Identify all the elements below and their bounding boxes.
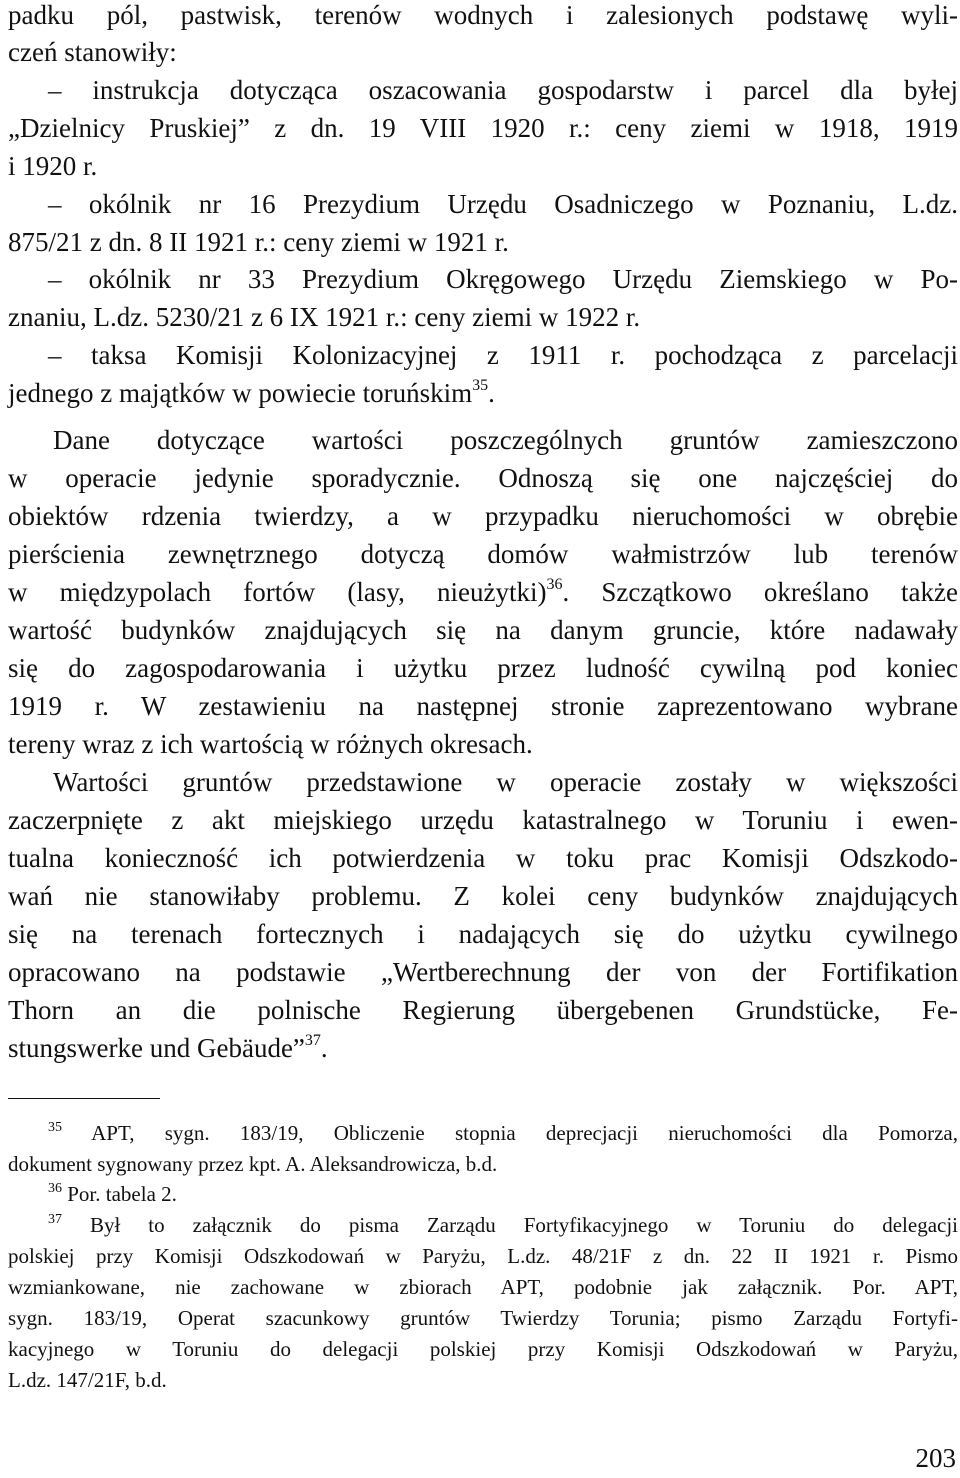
text-line: pierścienia zewnętrznego dotyczą domów wałmistrzów lub terenów [8,539,958,569]
page-number: 203 [915,1443,956,1473]
text-line: wartość budynków znajdujących się na danym gruncie, które nadawały [8,615,958,645]
paragraph-first-line: Dane dotyczące wartości poszczególnych gruntów zamieszczono [53,425,958,455]
text-run: stungswerke und Gebäude” [8,1033,305,1063]
list-item: – okólnik nr 16 Prezydium Urzędu Osadniczego w Poznaniu, L.dz. [48,189,958,219]
footnote-line: L.dz. 147/21F, b.d. [8,1368,167,1392]
text-line: 1919 r. W zestawieniu na następnej stronie zaprezentowano wybrane [8,691,958,721]
text-line: opracowano na podstawie „Wertberechnung der von der Fortifikation [8,957,958,987]
period: . [488,378,495,408]
footnote-text: Był to załącznik do pisma Zarządu Fortyfikacyjnego w Toruniu do delegacji [89,1213,959,1237]
footnote-number: 35 [48,1120,62,1135]
text-line: Thorn an die polnische Regierung übergebenen Grundstücke, Fe- [8,995,958,1025]
footnote-36 [48,1179,958,1209]
footnote-ref: 35 [472,377,489,394]
text-line: czeń stanowiły: [8,37,177,67]
list-item: – instrukcja dotycząca oszacowania gospodarstw i parcel dla byłej [48,75,958,105]
footnote-number: 36 [48,1181,62,1196]
text-run: jednego z majątków w powiecie toruńskim [8,378,473,408]
footnote-separator [8,1098,160,1099]
paragraph-first-line: Wartości gruntów przedstawione w operacie zostały w większości [53,767,958,797]
text-run: w międzypolach fortów (lasy, nieużytki) [8,577,547,607]
text-line [8,374,495,412]
text-line: padku pól, pastwisk, terenów wodnych i zalesionych podstawę wyli- [8,0,958,30]
text-line: się na terenach fortecznych i nadających się do użytku cywilnego [8,919,958,949]
footnote-line: kacyjnego w Toruniu do delegacji polskiej przy Komisji Odszkodowań w Paryżu, [8,1337,958,1361]
text-line: tualna konieczność ich potwierdzenia w toku prac Komisji Odszkodo- [8,843,958,873]
text-run: . Szczątkowo określano także [562,577,958,607]
text-line: się do zagospodarowania i użytku przez ludność cywilną pod koniec [8,653,958,683]
text-line: zaczerpnięte z akt miejskiego urzędu katastralnego w Toruniu i ewen- [8,805,958,835]
text-line: „Dzielnicy Pruskiej” z dn. 19 VIII 1920 r.: ceny ziemi w 1918, 1919 [8,113,958,143]
footnote-number: 37 [48,1212,62,1227]
list-item: – taksa Komisji Kolonizacyjnej z 1911 r. pochodząca z parcelacji [48,340,958,370]
text-line: w operacie jedynie sporadycznie. Odnoszą się one najczęściej do [8,463,958,493]
text-line: i 1920 r. [8,151,98,181]
footnote-text: Por. tabela 2. [67,1182,177,1206]
footnote-35 [48,1118,958,1148]
text-run: . [320,1033,328,1063]
footnote-line: sygn. 183/19, Operat szacunkowy gruntów Twierdzy Torunia; pismo Zarządu Fortyfi- [8,1306,958,1330]
text-line: tereny wraz z ich wartością w różnych okresach. [8,729,533,759]
text-line [8,1029,328,1067]
footnote-line: wzmiankowane, nie zachowane w zbiorach APT, podobnie jak załącznik. Por. APT, [8,1275,958,1299]
footnote-line: polskiej przy Komisji Odszkodowań w Paryżu, L.dz. 48/21F z dn. 22 II 1921 r. Pismo [8,1244,958,1268]
footnote-line: dokument sygnowany przez kpt. A. Aleksandrowicza, b.d. [8,1152,498,1176]
footnote-ref: 36 [546,576,563,593]
footnote-text: APT, sygn. 183/19, Obliczenie stopnia deprecjacji nieruchomości dla Pomorza, [91,1121,958,1145]
footnote-ref: 37 [304,1032,321,1049]
text-line [8,573,958,611]
footnote-37 [48,1210,958,1240]
list-item: – okólnik nr 33 Prezydium Okręgowego Urzędu Ziemskiego w Po- [48,264,958,294]
text-line: znaniu, L.dz. 5230/21 z 6 IX 1921 r.: ceny ziemi w 1922 r. [8,302,641,332]
text-line: obiektów rdzenia twierdzy, a w przypadku nieruchomości w obrębie [8,501,958,531]
text-line: 875/21 z dn. 8 II 1921 r.: ceny ziemi w 1921 r. [8,227,509,257]
text-line: wań nie stanowiłaby problemu. Z kolei ceny budynków znajdujących [8,881,958,911]
